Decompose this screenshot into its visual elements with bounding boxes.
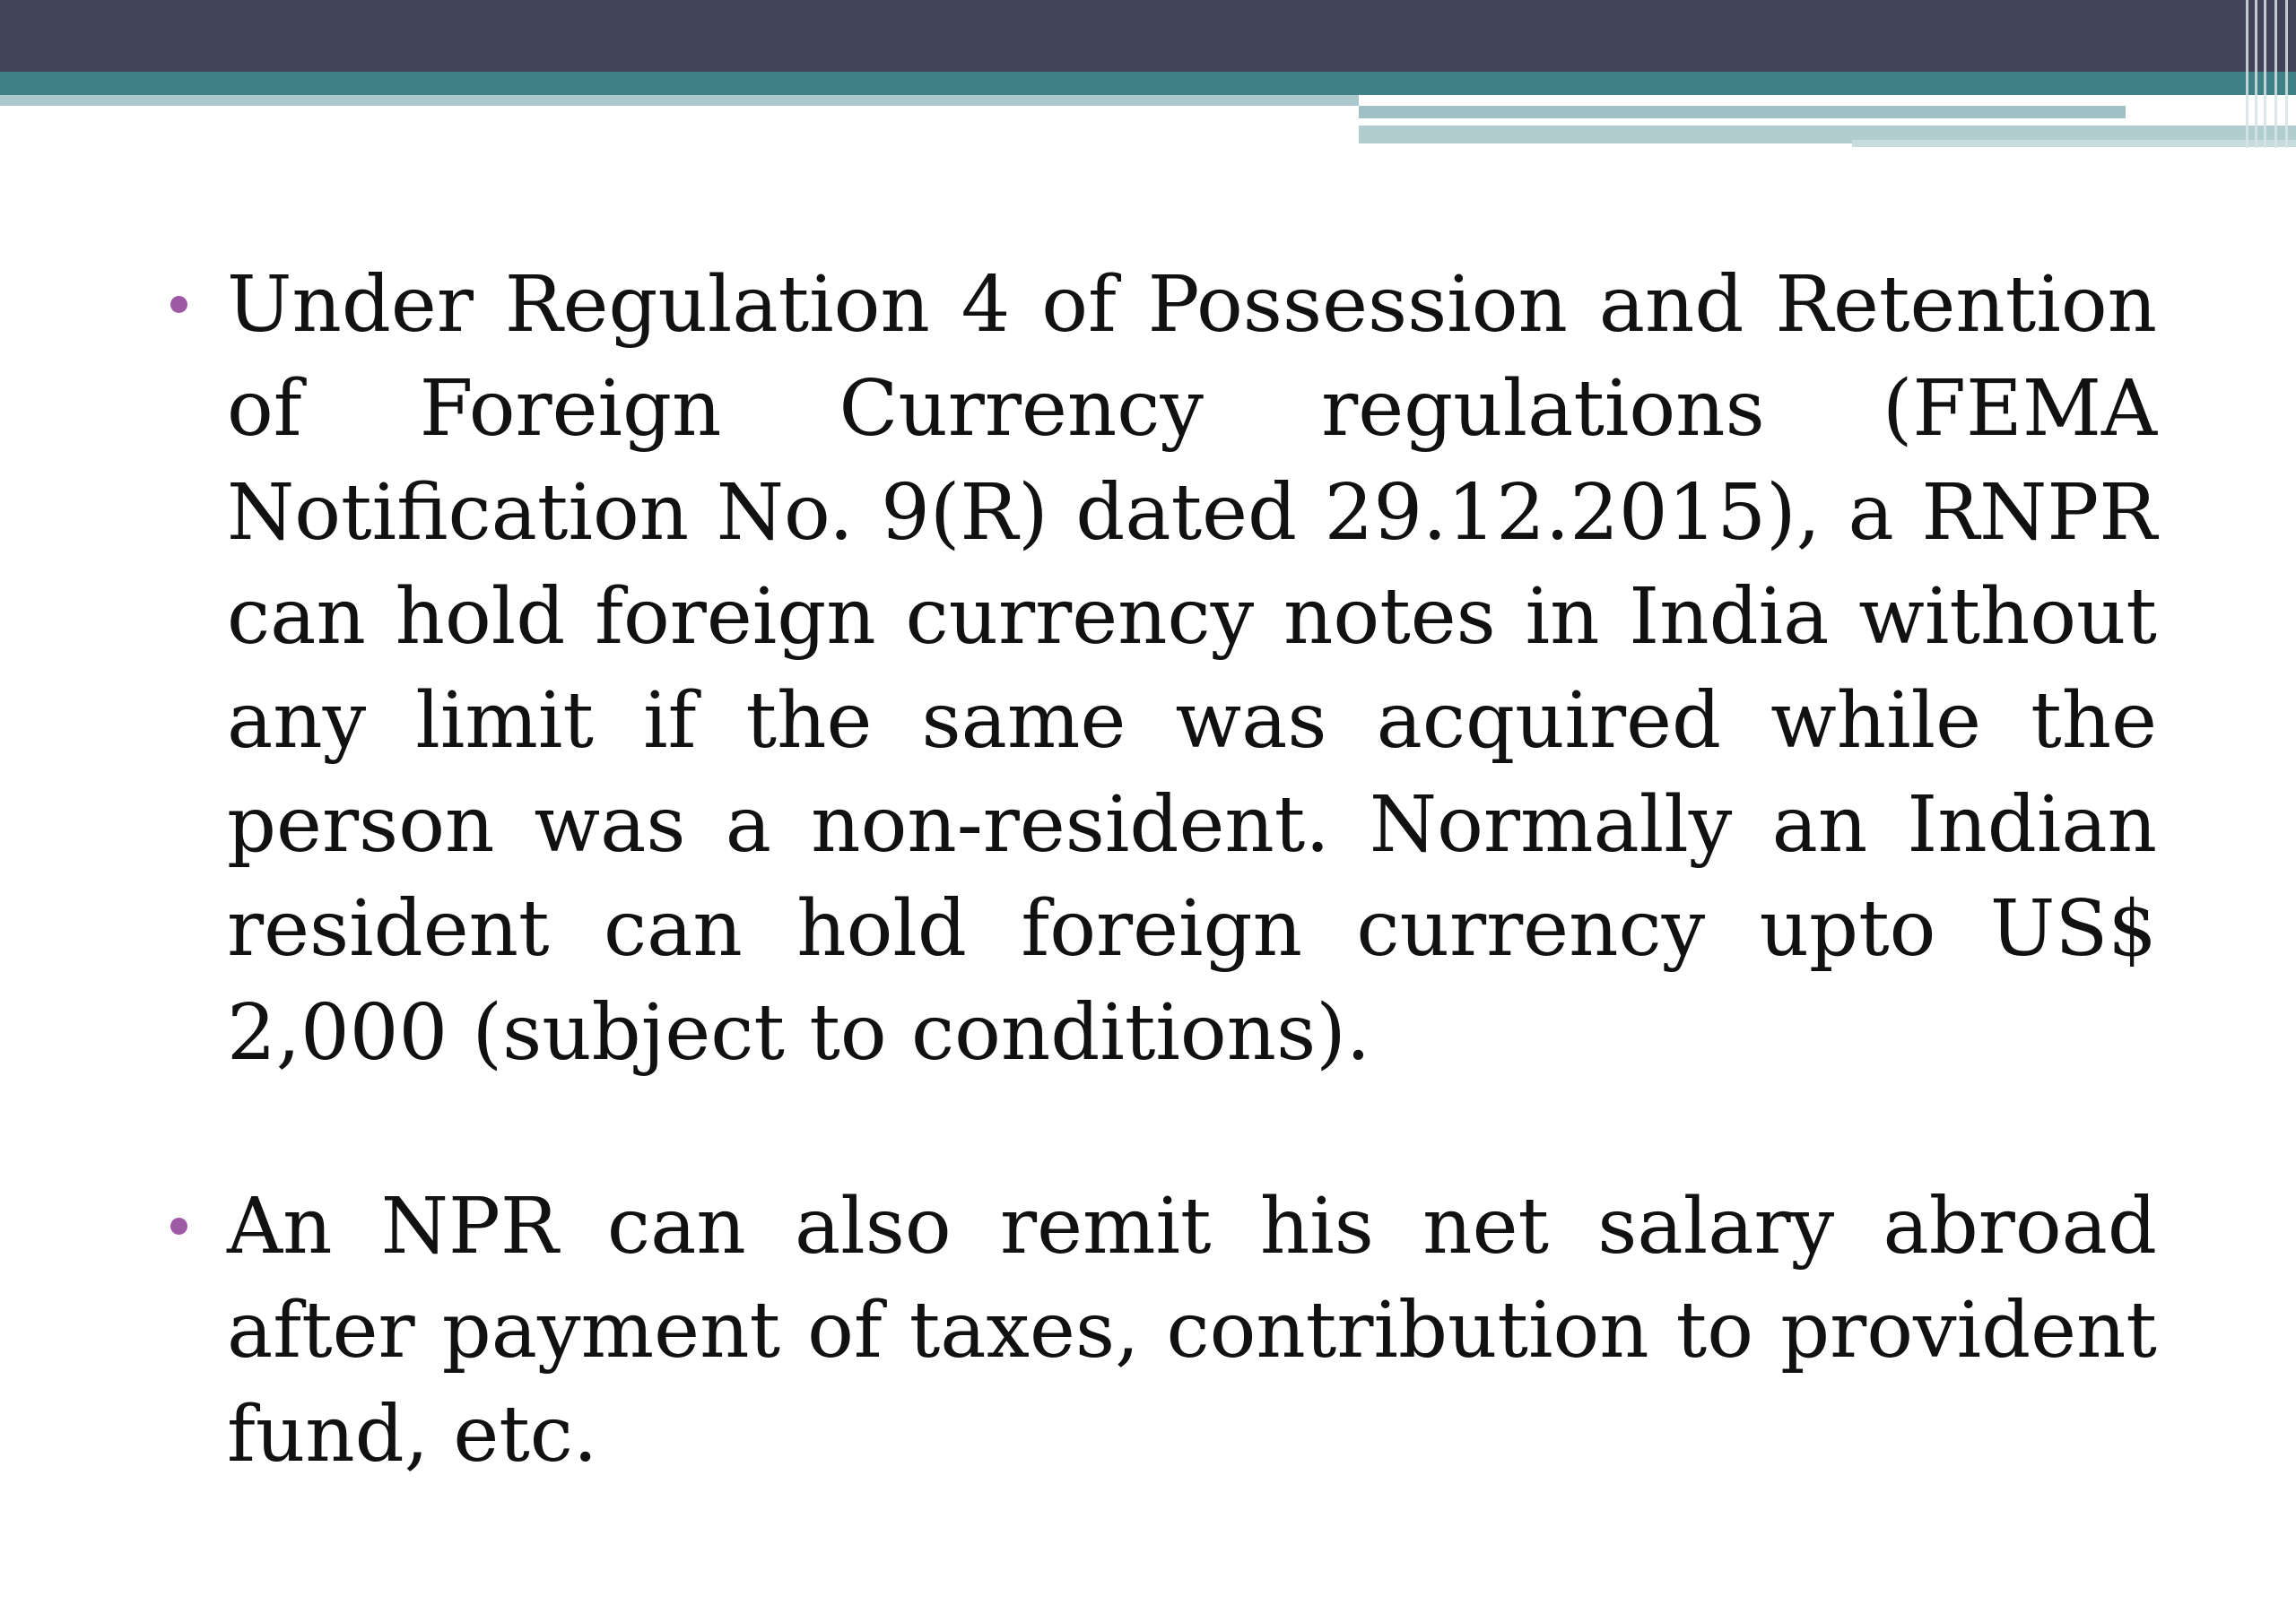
header-light-band: [0, 95, 1359, 106]
slide-body: [161, 253, 2157, 1487]
header-step-band-bottom: [1852, 140, 2296, 147]
bullet-item-rnpr-foreign-currency: [161, 253, 2157, 1085]
bullet-text: Under Regulation 4 of Possession and Retention of Foreign Currency regulations (FEMA Notification No. 9(R) dated 29.12.2015), a RNPR can hold foreign currency notes in India without any limit if the same was acquired while the person was a non-resident. Normally an Indian resident can hold foreign currency upto US$ 2,000 (subject to conditions).: [227, 260, 2157, 1078]
header-step-band: [1359, 106, 2126, 118]
header-dark-band: [0, 0, 2296, 72]
bullet-text: An NPR can also remit his net salary abroad after payment of taxes, contribution to provident fund, etc.: [227, 1182, 2157, 1480]
header-teal-band: [0, 72, 2296, 95]
bullet-item-npr-salary-remit: [161, 1175, 2157, 1487]
header-vertical-lines: [2240, 0, 2296, 148]
bullet-dot-icon: [170, 296, 187, 313]
header-step-line: [1359, 118, 2126, 122]
bullet-dot-icon: [170, 1218, 187, 1235]
